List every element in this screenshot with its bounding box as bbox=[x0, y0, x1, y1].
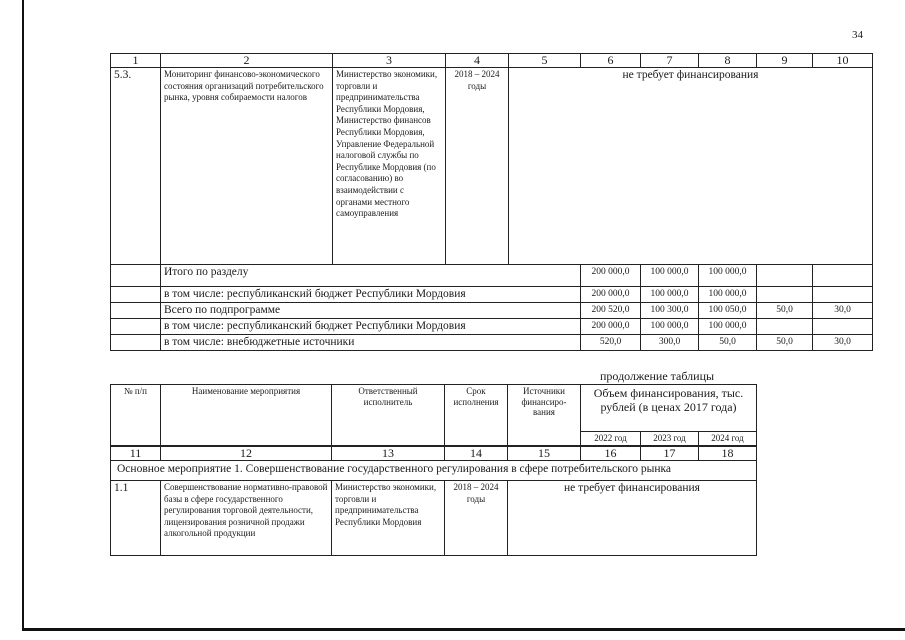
value-cell: 300,0 bbox=[641, 335, 699, 351]
header-year: 2022 год bbox=[581, 432, 641, 446]
value-cell: 50,0 bbox=[757, 303, 813, 319]
execution-period: 2018 – 2024 годы bbox=[446, 68, 509, 265]
value-cell bbox=[813, 265, 873, 287]
budget-table-part2-header bbox=[110, 384, 757, 446]
continuation-label: продолжение таблицы bbox=[600, 369, 715, 383]
value-cell bbox=[757, 287, 813, 303]
col-num: 4 bbox=[446, 54, 509, 68]
row-number: 5.3. bbox=[111, 68, 161, 265]
col-num: 10 bbox=[813, 54, 873, 68]
column-number-row bbox=[111, 54, 873, 68]
summary-label: в том числе: республиканский бюджет Республики Мордовия bbox=[161, 319, 581, 335]
value-cell: 100 000,0 bbox=[641, 265, 699, 287]
summary-row-republican-budget bbox=[111, 319, 873, 335]
column-number-row bbox=[111, 447, 757, 461]
value-cell: 100 000,0 bbox=[641, 319, 699, 335]
financing-note: не требует финансирования bbox=[508, 481, 757, 556]
execution-period: 2018 – 2024 годы bbox=[445, 481, 508, 556]
value-cell: 200 000,0 bbox=[581, 265, 641, 287]
table-row-5-3 bbox=[111, 68, 873, 265]
table-row-1-1 bbox=[111, 481, 757, 556]
budget-table-part2 bbox=[110, 446, 757, 556]
summary-row-subprogram-total bbox=[111, 303, 873, 319]
summary-row-extrabudgetary bbox=[111, 335, 873, 351]
activity-name: Совершенствование нормативно-правовой базы в сфере государственного регулирования торговой деятельности, лицензирования розничной продажи алкогольной продукции bbox=[161, 481, 332, 556]
col-num: 8 bbox=[699, 54, 757, 68]
summary-label: Итого по разделу bbox=[161, 265, 581, 287]
summary-label: в том числе: внебюджетные источники bbox=[161, 335, 581, 351]
header-sources: Источники финансиро-вания bbox=[508, 385, 581, 446]
section-title: Основное мероприятие 1. Совершенствование государственного регулирования в сфере потребительского рынка bbox=[111, 461, 757, 481]
value-cell: 30,0 bbox=[813, 303, 873, 319]
value-cell: 50,0 bbox=[757, 335, 813, 351]
responsible-executor: Министерство экономики, торговли и предпринимательства Республики Мордовия bbox=[332, 481, 445, 556]
col-num: 18 bbox=[699, 447, 757, 461]
header-year: 2023 год bbox=[641, 432, 699, 446]
budget-table-part1 bbox=[110, 53, 873, 351]
header-financing-volume: Объем финансирования, тыс. рублей (в ценах 2017 года) bbox=[581, 385, 757, 432]
col-num: 16 bbox=[581, 447, 641, 461]
value-cell: 520,0 bbox=[581, 335, 641, 351]
value-cell: 30,0 bbox=[813, 335, 873, 351]
col-num: 13 bbox=[332, 447, 445, 461]
page-number: 34 bbox=[852, 29, 863, 41]
activity-name: Мониторинг финансово-экономического состояния организаций потребительского рынка, уровня собираемости налогов bbox=[161, 68, 333, 265]
value-cell: 100 000,0 bbox=[699, 319, 757, 335]
summary-row-republican-budget bbox=[111, 287, 873, 303]
summary-row-total-section bbox=[111, 265, 873, 287]
value-cell: 100 050,0 bbox=[699, 303, 757, 319]
col-num: 12 bbox=[161, 447, 332, 461]
col-num: 6 bbox=[581, 54, 641, 68]
section-title-row bbox=[111, 461, 757, 481]
header-responsible: Ответственный исполнитель bbox=[332, 385, 445, 446]
value-cell: 200 000,0 bbox=[581, 319, 641, 335]
col-num: 3 bbox=[333, 54, 446, 68]
header-activity-name: Наименование мероприятия bbox=[161, 385, 332, 446]
value-cell: 200 000,0 bbox=[581, 287, 641, 303]
col-num: 2 bbox=[161, 54, 333, 68]
value-cell: 50,0 bbox=[699, 335, 757, 351]
value-cell bbox=[813, 287, 873, 303]
value-cell: 200 520,0 bbox=[581, 303, 641, 319]
financing-note: не требует финансирования bbox=[509, 68, 873, 265]
value-cell bbox=[757, 319, 813, 335]
value-cell: 100 000,0 bbox=[699, 287, 757, 303]
col-num: 7 bbox=[641, 54, 699, 68]
col-num: 5 bbox=[509, 54, 581, 68]
page-bottom-border bbox=[22, 628, 905, 631]
col-num: 14 bbox=[445, 447, 508, 461]
page-left-border bbox=[22, 0, 24, 630]
col-num: 17 bbox=[641, 447, 699, 461]
col-num: 9 bbox=[757, 54, 813, 68]
responsible-executor: Министерство экономики, торговли и предпринимательства Республики Мордовия, Министерство финансов Республики Мордовия, Управление Федеральной налоговой службы по Республике Мордовия (по согласованию) во взаимодействии с органами местного самоуправления bbox=[333, 68, 446, 265]
header-period: Срок исполнения bbox=[445, 385, 508, 446]
header-year: 2024 год bbox=[699, 432, 757, 446]
value-cell: 100 000,0 bbox=[699, 265, 757, 287]
col-num: 1 bbox=[111, 54, 161, 68]
header-number: № п/п bbox=[111, 385, 161, 446]
value-cell bbox=[757, 265, 813, 287]
value-cell: 100 300,0 bbox=[641, 303, 699, 319]
summary-label: в том числе: республиканский бюджет Республики Мордовия bbox=[161, 287, 581, 303]
value-cell bbox=[813, 319, 873, 335]
row-number: 1.1 bbox=[111, 481, 161, 556]
col-num: 11 bbox=[111, 447, 161, 461]
value-cell: 100 000,0 bbox=[641, 287, 699, 303]
col-num: 15 bbox=[508, 447, 581, 461]
summary-label: Всего по подпрограмме bbox=[161, 303, 581, 319]
